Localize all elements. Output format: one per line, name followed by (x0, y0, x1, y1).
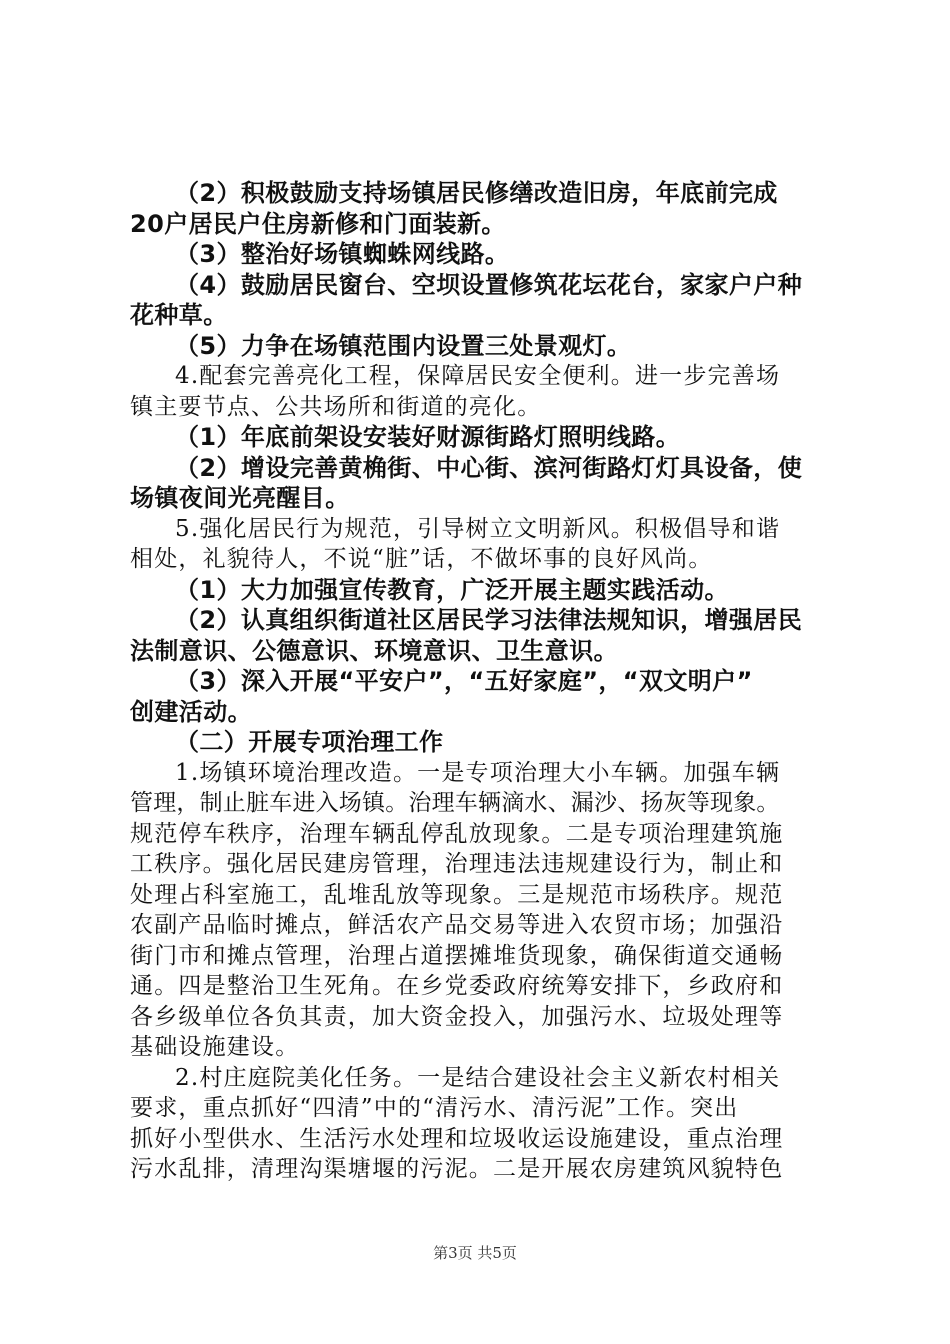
text-line: 镇主要节点、公共场所和街道的亮化。 (130, 393, 542, 420)
text-line: 各乡级单位各负其责，加大资金投入，加强污水、垃圾处理等 (130, 1003, 784, 1030)
text-line: 农副产品临时摊点，鲜活农产品交易等进入农贸市场；加强沿 (130, 912, 784, 938)
text-line: （5）力争在场镇范围内设置三处景观灯。 (175, 331, 632, 360)
text-line: （1）年底前架设安装好财源街路灯照明线路。 (175, 423, 681, 451)
text-line: 4.配套完善亮化工程，保障居民安全便利。进一步完善场 (175, 363, 781, 389)
text-line: 管理，制止脏车进入场镇。治理车辆滴水、漏沙、扬灰等现象。 (130, 790, 780, 816)
text-line: 要求，重点抓好“四清”中的“清污水、清污泥”工作。突出 (130, 1095, 739, 1121)
page-number-footer: 第3页 共5页 (433, 1244, 517, 1262)
section-heading: （二）开展专项治理工作 (175, 728, 444, 756)
text-line: （2）增设完善黄桷街、中心街、滨河街路灯灯具设备，使 (175, 453, 803, 482)
text-line: 花种草。 (130, 301, 228, 329)
text-line: 创建活动。 (130, 697, 252, 726)
text-line: 工秩序。强化居民建房管理，治理违法违规建设行为，制止和 (130, 851, 784, 877)
text-line: 1.场镇环境治理改造。一是专项治理大小车辆。加强车辆 (175, 759, 781, 786)
text-line: 街门市和摊点管理，治理占道摆摊堆货现象，确保街道交通畅 (130, 942, 784, 969)
text-line: （4）鼓励居民窗台、空坝设置修筑花坛花台，家家户户种 (175, 270, 803, 299)
text-line: 通。四是整治卫生死角。在乡党委政府统筹安排下，乡政府和 (130, 973, 784, 999)
text-line: （1）大力加强宣传教育，广泛开展主题实践活动。 (175, 575, 729, 604)
text-line: 相处，礼貌待人，不说“脏”话，不做坏事的良好风尚。 (130, 546, 713, 572)
text-line: （2）认真组织街道社区居民学习法律法规知识，增强居民 (175, 606, 803, 634)
text-line: 基础设施建设。 (130, 1034, 300, 1060)
text-line: 场镇夜间光亮醒目。 (130, 484, 350, 512)
text-line: 抓好小型供水、生活污水处理和垃圾收运设施建设，重点治理 (130, 1125, 784, 1152)
text-line: 2.村庄庭院美化任务。一是结合建设社会主义新农村相关 (175, 1064, 781, 1091)
text-line: 污水乱排，清理沟渠塘堰的污泥。二是开展农房建筑风貌特色 (130, 1156, 784, 1182)
text-line: （3）整治好场镇蜘蛛网线路。 (175, 240, 510, 268)
text-line: 规范停车秩序，治理车辆乱停乱放现象。二是专项治理建筑施 (130, 820, 784, 847)
text-line: 处理占科室施工，乱堆乱放等现象。三是规范市场秩序。规范 (130, 881, 784, 908)
text-line: 法制意识、公德意识、环境意识、卫生意识。 (130, 636, 618, 665)
text-line: 5.强化居民行为规范，引导树立文明新风。积极倡导和谐 (175, 515, 781, 542)
text-line: （2）积极鼓励支持场镇居民修缮改造旧房，年底前完成 (175, 179, 778, 207)
text-line: （3）深入开展“平安户”，“五好家庭”，“双文明户” (175, 667, 753, 695)
text-line: 20户居民户住房新修和门面装新。 (130, 209, 506, 238)
